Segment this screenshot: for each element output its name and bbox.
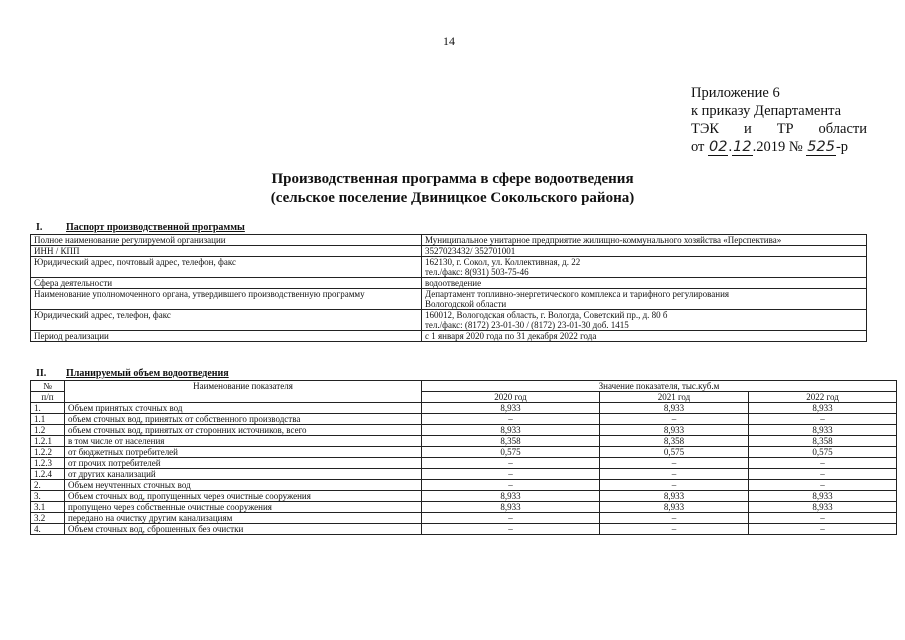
indicator-name: Объем неучтенных сточных вод [65,480,422,491]
value-2020: 8,933 [422,491,600,502]
table-row [31,331,867,342]
appendix-line-3 [691,120,867,138]
passport-value: Муниципальное унитарное предприятие жилищно-коммунального хозяйства «Перспектива» [425,235,782,245]
col-header-value: Значение показателя, тыс.куб.м [422,381,897,392]
indicator-name: пропущено через собственные очистные сооружения [65,502,422,513]
table-row [31,480,897,491]
row-number: 4. [31,524,65,535]
value-2020: – [422,480,600,491]
table-row [31,278,867,289]
appendix-and: и [744,121,752,137]
appendix-region: области [818,121,867,137]
col-header-indicator: Наименование показателя [65,381,422,403]
row-number: 3.1 [31,502,65,513]
appendix-line-1: Приложение 6 [691,85,780,101]
value-2021: 8,933 [600,403,749,414]
value-2020: 8,358 [422,436,600,447]
col-header-number: № [31,381,65,392]
row-number: 1.2.1 [31,436,65,447]
page-number: 14 [443,34,455,48]
volume-table-body [31,403,897,535]
passport-label: ИНН / КПП [31,246,422,257]
row-number: 1.2 [31,425,65,436]
value-2021: – [600,513,749,524]
row-number: 1.2.3 [31,458,65,469]
passport-value: 162130, г. Сокол, ул. Коллективная, д. 22 [425,257,581,267]
value-2021: 0,575 [600,447,749,458]
col-header-year-2020: 2020 год [422,392,600,403]
table-row [31,491,897,502]
indicator-name: в том числе от населения [65,436,422,447]
passport-value-line-2: Вологодской области [425,299,507,309]
passport-value: с 1 января 2020 года по 31 декабря 2022 года [425,331,597,341]
section-2-number: II. [36,368,47,379]
passport-value-cell [422,235,867,246]
value-2021: – [600,414,749,425]
col-header-year-2021: 2021 год [600,392,749,403]
passport-label: Наименование уполномоченного органа, утвердившего производственную программу [31,289,422,310]
indicator-name: Объем сточных вод, сброшенных без очистки [65,524,422,535]
handwritten-month: 12 [733,139,752,155]
indicator-name: от других канализаций [65,469,422,480]
value-2022: – [749,480,897,491]
value-2021: – [600,469,749,480]
value-2022: 8,933 [749,491,897,502]
indicator-name: Объем сточных вод, пропущенных через очистные сооружения [65,491,422,502]
value-2020: 8,933 [422,425,600,436]
table-row [31,425,897,436]
appendix-tr: ТР [776,121,794,137]
appendix-tek: ТЭК [691,121,720,137]
row-number: 1.1 [31,414,65,425]
appendix-line-2: к приказу Департамента [691,103,842,119]
passport-value: Департамент топливно-энергетического комплекса и тарифного регулирования [425,289,730,299]
row-number: 1.2.4 [31,469,65,480]
value-2020: – [422,469,600,480]
value-2021: 8,358 [600,436,749,447]
passport-label: Полное наименование регулируемой организации [31,235,422,246]
order-suffix: -р [835,139,849,155]
appendix-date-line: от 02.12.2019 № 525-р [691,139,849,155]
value-2022: – [749,469,897,480]
indicator-name: объем сточных вод, принятых от собственного производства [65,414,422,425]
row-number: 2. [31,480,65,491]
row-number: 1. [31,403,65,414]
passport-value-cell [422,331,867,342]
value-2020: – [422,513,600,524]
col-header-year-2022: 2022 год [749,392,897,403]
section-2-title: Планируемый объем водоотведения [66,368,229,379]
table-row [31,436,897,447]
passport-label: Сфера деятельности [31,278,422,289]
col-header-number-2: п/п [31,392,65,403]
value-2020: 0,575 [422,447,600,458]
passport-table [30,234,867,342]
passport-label: Юридический адрес, телефон, факс [31,310,422,331]
indicator-name: от бюджетных потребителей [65,447,422,458]
passport-label: Период реализации [31,331,422,342]
section-1-heading [36,222,245,233]
value-2021: – [600,524,749,535]
value-2022: – [749,414,897,425]
table-row [31,458,897,469]
row-number: 1.2.2 [31,447,65,458]
row-number: 3.2 [31,513,65,524]
value-2022: 0,575 [749,447,897,458]
value-2022: 8,358 [749,436,897,447]
passport-value: водоотведение [425,278,482,288]
table-row [31,502,897,513]
value-2020: – [422,524,600,535]
title-line-1: Производственная программа в сфере водоотведения [271,171,634,187]
table-row [31,403,897,414]
indicator-name: от прочих потребителей [65,458,422,469]
table-row [31,414,897,425]
passport-value-cell [422,246,867,257]
date-year: .2019 № [752,139,803,155]
date-prefix: от [691,139,705,155]
table-row [31,469,897,480]
table-row [31,524,897,535]
value-2021: – [600,480,749,491]
value-2022: 8,933 [749,403,897,414]
document-title [0,170,905,208]
table-row [31,447,897,458]
table-row [31,513,897,524]
passport-value-cell [422,310,867,331]
indicator-name: объем сточных вод, принятых от сторонних источников, всего [65,425,422,436]
value-2022: – [749,524,897,535]
title-line-2: (сельское поселение Двиницкое Сокольского района) [270,190,635,206]
table-row [31,289,867,310]
value-2021: 8,933 [600,425,749,436]
passport-value-cell [422,257,867,278]
value-2021: 8,933 [600,491,749,502]
value-2021: – [600,458,749,469]
value-2020: 8,933 [422,403,600,414]
table-row [31,246,867,257]
row-number: 3. [31,491,65,502]
volume-table [30,380,897,535]
section-2-heading [36,368,229,379]
handwritten-day: 02 [709,139,728,155]
passport-table-body [31,235,867,342]
passport-value-line-2: тел./факс: 8(931) 503-75-46 [425,267,529,277]
passport-label: Юридический адрес, почтовый адрес, телефон, факс [31,257,422,278]
value-2022: 8,933 [749,425,897,436]
value-2020: – [422,414,600,425]
value-2022: – [749,513,897,524]
table-row [31,235,867,246]
section-1-title: Паспорт производственной программы [66,222,245,233]
value-2022: 8,933 [749,502,897,513]
indicator-name: Объем принятых сточных вод [65,403,422,414]
appendix-block [691,84,867,156]
handwritten-order-number: 525 [807,139,835,155]
value-2020: – [422,458,600,469]
passport-value-cell [422,278,867,289]
section-1-number: I. [36,222,43,233]
value-2020: 8,933 [422,502,600,513]
passport-value: 3527023432/ 352701001 [425,246,516,256]
passport-value: 160012, Вологодская область, г. Вологда, Советский пр., д. 80 б [425,310,668,320]
passport-value-cell [422,289,867,310]
value-2021: 8,933 [600,502,749,513]
table-row [31,310,867,331]
passport-value-line-2: тел./факс: (8172) 23-01-30 / (8172) 23-01-30 доб. 1415 [425,320,629,330]
value-2022: – [749,458,897,469]
table-row [31,257,867,278]
indicator-name: передано на очистку другим канализациям [65,513,422,524]
